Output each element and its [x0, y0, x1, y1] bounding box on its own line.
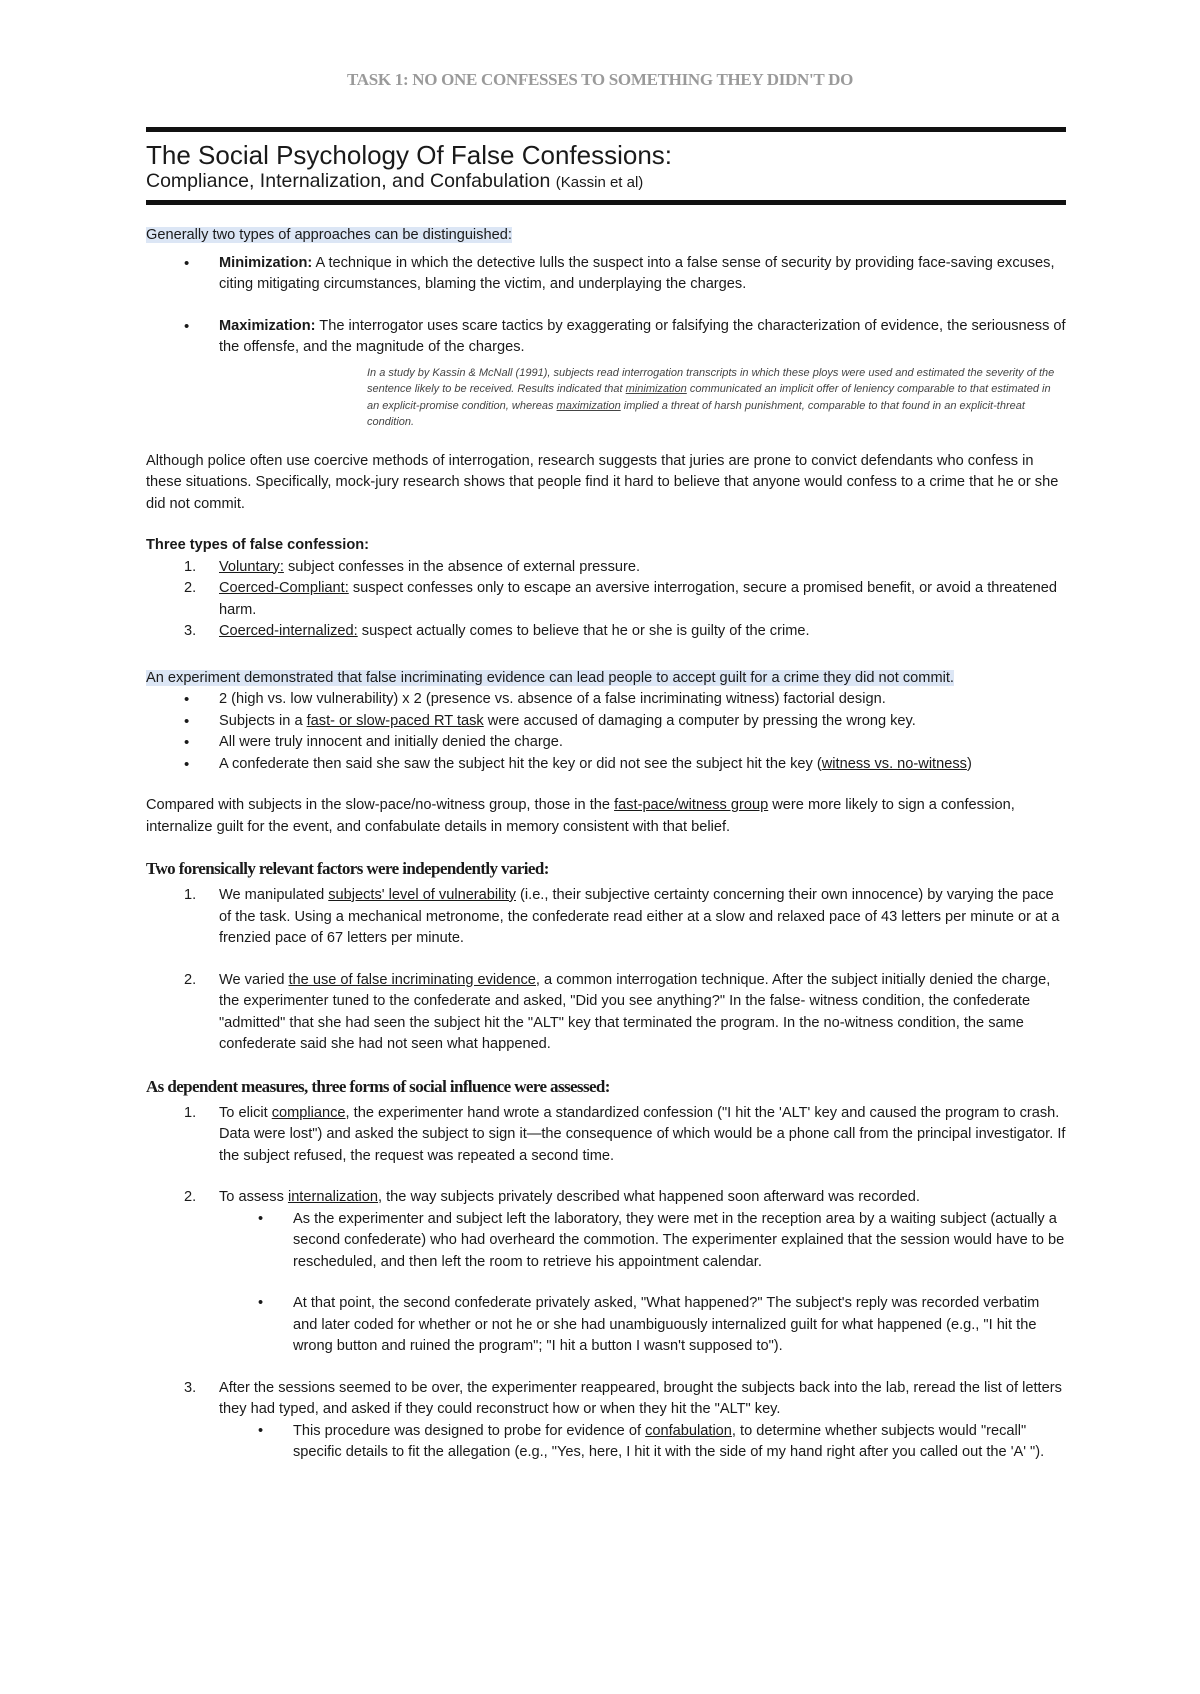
compared-text: were more likely to sign a confession, internalize guilt for the event, and confabulate details in memory consistent with that belief. [146, 797, 1015, 835]
term-maximization: Maximization: [219, 317, 316, 334]
factor-underlined: subjects' level of vulnerability [328, 887, 516, 903]
internalization-subitem-reception: • As the experimenter and subject left the laboratory, they were met in the reception area by a waiting subject (actually a second confederate) who had overheard the commotion. The experimenter explained that the session would have to be rescheduled, and then left the room to retrieve his appointment calendar. [146, 1209, 1066, 1274]
measure-underlined: compliance [271, 1104, 346, 1121]
experiment-bullet-confederate [146, 754, 1066, 776]
type-text: suspect actually comes to believe that he or she is guilty of the crime. [357, 623, 810, 639]
type-item-voluntary [146, 557, 1066, 579]
term-minimization: Minimization: [219, 254, 313, 271]
measure-number: 1. [184, 1104, 197, 1121]
experiment-intro [146, 668, 1066, 690]
type-text: suspect confesses only to escape an aversive interrogation, secure a promised benefit, or avoid a threatened harm. [219, 580, 1057, 618]
factor-item-evidence [146, 970, 1066, 1056]
page-title: The Social Psychology Of False Confessions: [146, 140, 673, 170]
maximization-text: The interrogator uses scare tactics by exaggerating or falsifying the characterization of evidence, the seriousness of the offensfe, and the magnitude of the charges. [219, 317, 1066, 355]
study-note [367, 365, 1057, 431]
factor-number: 2. [184, 971, 197, 988]
list-item-minimization [146, 253, 1066, 296]
measure-number: 2. [184, 1189, 197, 1205]
type-item-coerced-internalized [146, 621, 1066, 643]
sub-underlined: confabulation [645, 1422, 732, 1439]
bullet-underlined: witness vs. no-witness [821, 755, 967, 772]
factor-number: 1. [184, 887, 197, 903]
note-maximization: maximization [556, 399, 621, 412]
factor-item-vulnerability [146, 885, 1066, 950]
note-part-c: implied a threat of harsh punishment, comparable to that found in an explicit-threat condition. [367, 399, 1025, 428]
factor-text: (i.e., their subjective certainty concerning their own innocence) by varying the pace of the task. Using a mechanical metronome, the confederate read either at a slow and relaxed pace of 43 letters per minute or at a frenzied pace of 67 letters per minute. [219, 887, 1060, 946]
measures-heading: As dependent measures, three forms of social influence were assessed: [146, 1076, 610, 1096]
factors-heading: Two forensically relevant factors were independently varied: [146, 859, 549, 878]
measure-number: 3. [184, 1379, 197, 1396]
approaches-intro [146, 225, 1066, 247]
sub-text: , to determine whether subjects would "recall" specific details to fit the allegation (e.g., "Yes, here, I hit it with the side of my hand right after you called out the 'A' "). [293, 1422, 1045, 1460]
types-heading-text: Three types of false confession: [146, 537, 370, 553]
bullet-underlined: fast- or slow-paced RT task [306, 712, 484, 729]
factor-text: We manipulated [219, 887, 329, 903]
bullet-text: ) [966, 755, 972, 772]
document-body [146, 127, 1066, 1464]
list-item-maximization [146, 316, 1066, 359]
note-part-a: In a study by Kassin & McNall (1991), subjects read interrogation transcripts in which these ploys were used and estimated the severity of the sentence likely to be received. Results indicated that [367, 366, 1055, 395]
type-term: Coerced-Compliant: [219, 580, 349, 596]
compared-underlined: fast-pace/witness group [614, 797, 769, 813]
confabulation-subitem [146, 1421, 1066, 1464]
internalization-subitem-reply: • At that point, the second confederate privately asked, "What happened?" The subject's reply was recorded verbatim and later coded for whether or not he or she had unambiguously internalized guilt for what happened (e.g., "I hit the wrong button and ruined the program"; "I hit a button I wasn't supposed to"). [146, 1293, 1066, 1358]
measure-item-confabulation [146, 1378, 1066, 1421]
note-minimization: minimization [625, 383, 687, 395]
experiment-bullet-design: • 2 (high vs. low vulnerability) x 2 (presence vs. absence of a false incriminating witness) factorial design. [146, 689, 1066, 711]
approaches-intro-text: Generally two types of approaches can be distinguished: [146, 227, 512, 243]
juries-paragraph: Although police often use coercive methods of interrogation, research suggests that juries are prone to convict defendants who confess in these situations. Specifically, mock-jury research shows that people find it hard to believe that anyone would confess to a crime that he or she did not commit. [146, 452, 1059, 512]
measure-text: To elicit [219, 1104, 272, 1121]
compared-text: Compared with subjects in the slow-pace/no-witness group, those in the [146, 797, 615, 813]
sub-text: This procedure was designed to probe for evidence of [293, 1422, 646, 1439]
experiment-intro-text: An experiment demonstrated that false incriminating evidence can lead people to accept guilt for a crime they did not commit. [146, 669, 954, 686]
measure-text: , the way subjects privately described what happened soon afterward was recorded. [378, 1189, 920, 1205]
type-number: 1. [184, 558, 197, 575]
factor-text: We varied [219, 971, 289, 988]
experiment-bullet-innocent: • All were truly innocent and initially denied the charge. [146, 732, 1066, 754]
page-subtitle [146, 170, 1066, 194]
top-rule [146, 127, 1066, 132]
measure-underlined: internalization [287, 1189, 379, 1205]
measure-item-compliance [146, 1103, 1066, 1168]
subtitle-text: Compliance, Internalization, and Confabulation [146, 170, 551, 192]
measure-item-internalization [146, 1187, 1066, 1209]
task-header: TASK 1: NO ONE CONFESSES TO SOMETHING THEY DIDN'T DO [346, 70, 853, 89]
measure-text: , the experimenter hand wrote a standardized confession ("I hit the 'ALT' key and caused the program to crash. Data were lost") and asked the subject to sign it—the consequence of which would be a phone call from the principal investigator. If the subject refused, the request was repeated a second time. [219, 1104, 1066, 1164]
note-part-b: communicated an implicit offer of leniency comparable to that estimated in an explicit-promise condition, whereas [367, 383, 1051, 412]
type-item-coerced-compliant [146, 578, 1066, 621]
bullet-text: were accused of damaging a computer by pressing the wrong key. [483, 712, 916, 729]
measure-text: To assess [219, 1189, 288, 1205]
types-heading [146, 535, 1066, 557]
measure-text: After the sessions seemed to be over, the experimenter reappeared, brought the subjects back into the lab, reread the list of letters they had typed, and asked if they could reconstruct how or when they hit the "ALT" key. [219, 1379, 1062, 1417]
subtitle-authors: (Kassin et al) [555, 174, 644, 191]
type-term: Coerced-internalized: [219, 623, 358, 639]
bullet-text: A confederate then said she saw the subject hit the key or did not see the subject hit the key ( [219, 755, 822, 772]
factor-underlined: the use of false incriminating evidence, [288, 971, 540, 988]
compared-paragraph [146, 795, 1066, 838]
experiment-bullet-task [146, 711, 1066, 733]
minimization-text: A technique in which the detective lulls the suspect into a false sense of security by providing face-saving excuses, citing mitigating circumstances, blaming the victim, and underplaying the charges. [219, 254, 1055, 292]
type-text: subject confesses in the absence of external pressure. [283, 558, 641, 575]
factor-text: a common interrogation technique. After the subject initially denied the charge, the experimenter tuned to the confederate and asked, "Did you see anything?" In the false- witness condition, the confederate "admitted" that she had seen the subject hit the "ALT" key that terminated the program. In the no-witness condition, the same confederate said she had not seen what happened. [219, 971, 1051, 1052]
type-term: Voluntary: [219, 558, 284, 575]
type-number: 2. [184, 580, 197, 596]
type-number: 3. [184, 623, 197, 639]
bullet-text: Subjects in a [219, 712, 307, 729]
